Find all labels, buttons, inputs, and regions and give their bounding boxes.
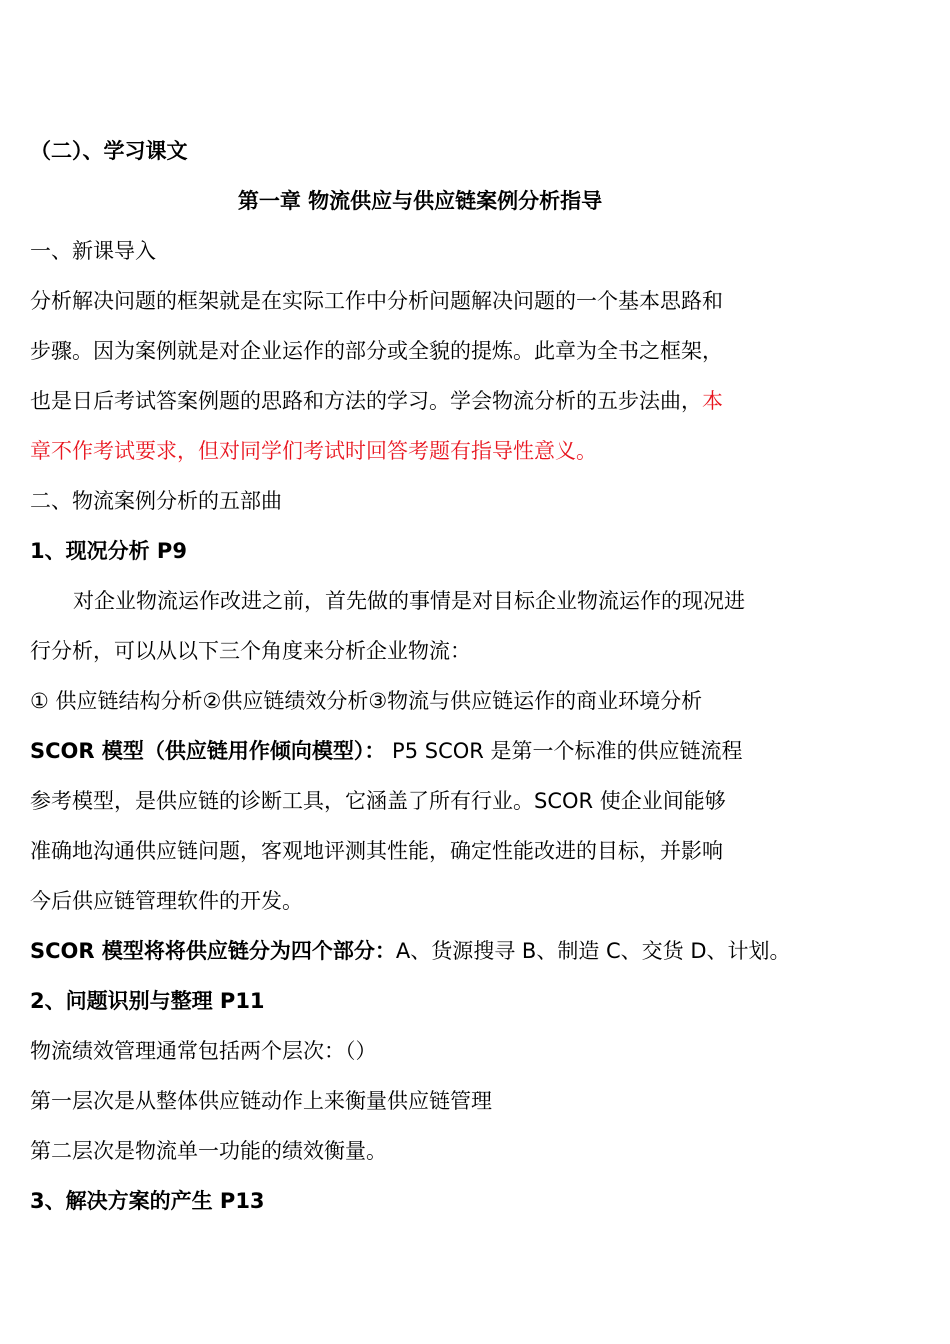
intro-text: 也是日后考试答案例题的思路和方法的学习。学会物流分析的五步法曲， <box>30 389 702 413</box>
scor-text: P5 SCOR 是第一个标准的供应链流程 <box>385 739 743 763</box>
scor-paragraph-line-2: 参考模型，是供应链的诊断工具，它涵盖了所有行业。SCOR 使企业间能够 <box>30 789 726 813</box>
section-heading: （二）、学习课文 <box>30 139 188 163</box>
step2-paragraph-line-3: 第二层次是物流单一功能的绩效衡量。 <box>30 1139 387 1163</box>
scor-label: SCOR 模型（供应链用作倾向模型）： <box>30 739 386 763</box>
exam-note: 章不作考试要求，但对同学们考试时回答考题有指导性意义。 <box>30 439 597 463</box>
scor-parts-line <box>30 926 830 976</box>
step1-heading: 1、现况分析 P9 <box>30 539 187 563</box>
exam-note-start: 本 <box>702 389 723 413</box>
step2-paragraph-line-1: 物流绩效管理通常包括两个层次：（） <box>30 1039 377 1063</box>
intro-paragraph-line-3 <box>30 376 830 426</box>
step3-heading: 3、解决方案的产生 P13 <box>30 1189 265 1213</box>
five-steps-heading: 二、物流案例分析的五部曲 <box>30 489 282 513</box>
scor-parts-text: A、货源搜寻 B、制造 C、交货 D、计划。 <box>395 939 791 963</box>
scor-paragraph-line-4: 今后供应链管理软件的开发。 <box>30 889 303 913</box>
scor-parts-label: SCOR 模型将将供应链分为四个部分： <box>30 939 396 963</box>
step1-analysis-list: ① 供应链结构分析②供应链绩效分析③物流与供应链运作的商业环境分析 <box>30 689 703 713</box>
step2-paragraph-line-2: 第一层次是从整体供应链动作上来衡量供应链管理 <box>30 1089 492 1113</box>
step1-paragraph-line-2: 行分析，可以从以下三个角度来分析企业物流： <box>30 639 471 663</box>
scor-paragraph-line-3: 准确地沟通供应链问题，客观地评测其性能，确定性能改进的目标，并影响 <box>30 839 723 863</box>
intro-heading: 一、新课导入 <box>30 239 156 263</box>
document-body <box>30 126 830 1226</box>
chapter-title: 第一章 物流供应与供应链案例分析指导 <box>237 189 603 213</box>
step2-heading: 2、问题识别与整理 P11 <box>30 989 265 1013</box>
step1-paragraph-line-1: 对企业物流运作改进之前，首先做的事情是对目标企业物流运作的现况进 <box>73 589 745 613</box>
scor-paragraph-line-1 <box>30 726 830 776</box>
intro-paragraph-line-1: 分析解决问题的框架就是在实际工作中分析问题解决问题的一个基本思路和 <box>30 289 723 313</box>
intro-paragraph-line-2: 步骤。因为案例就是对企业运作的部分或全貌的提炼。此章为全书之框架， <box>30 339 723 363</box>
